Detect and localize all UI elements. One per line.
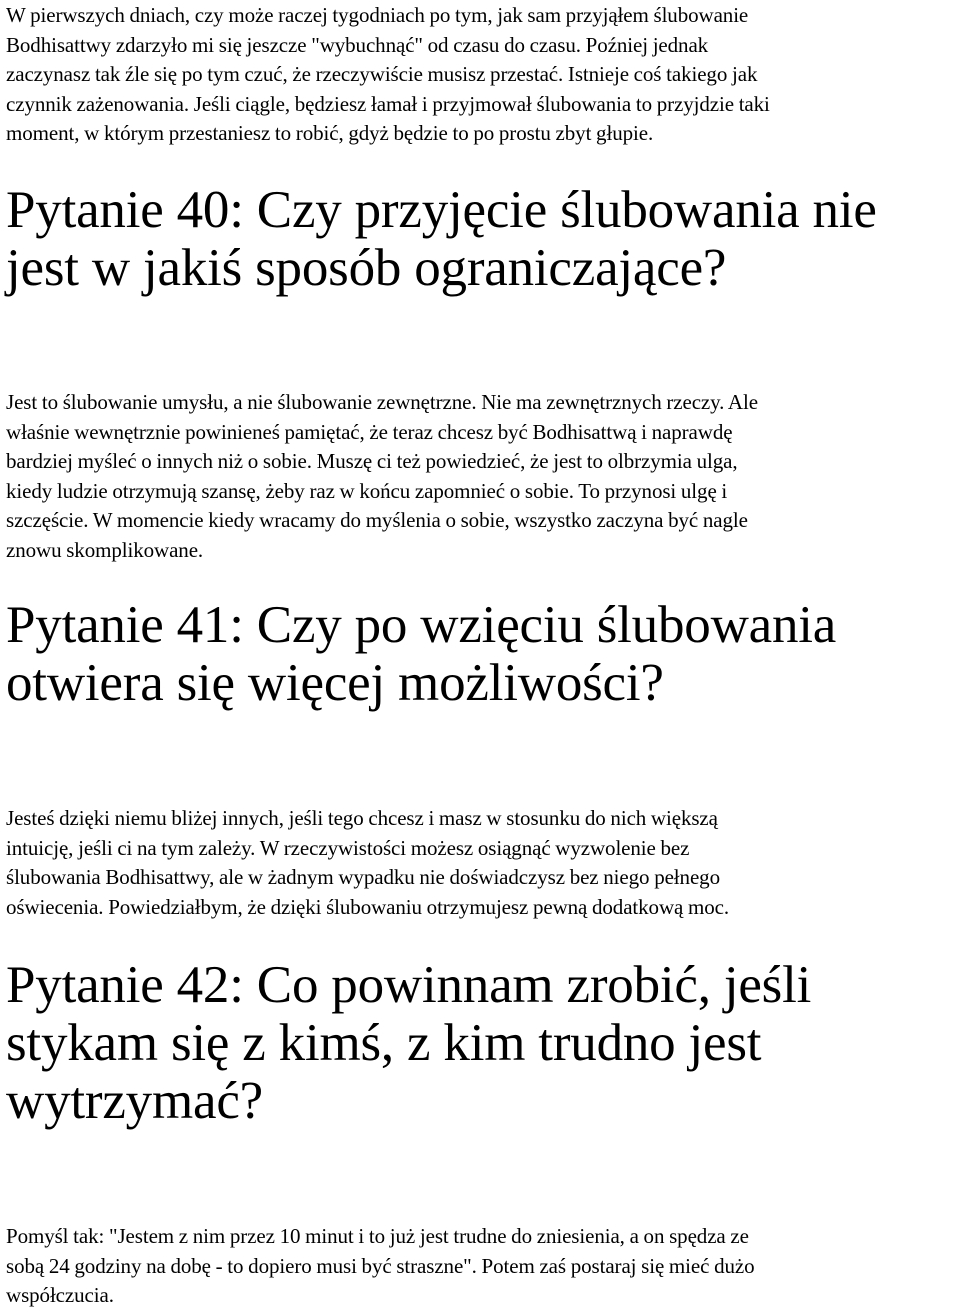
- text-line: Jest to ślubowanie umysłu, a nie ślubowanie zewnętrzne. Nie ma zewnętrznych rzeczy. Ale: [6, 390, 758, 414]
- heading-question-42: [6, 956, 958, 1130]
- paragraph-answer-41: [6, 804, 958, 922]
- paragraph-answer-40: [6, 388, 958, 566]
- heading-line: Pytanie 42: Co powinnam zrobić, jeśli: [6, 956, 812, 1014]
- text-line: oświecenia. Powiedziałbym, że dzięki ślubowaniu otrzymujesz pewną dodatkową moc.: [6, 894, 730, 919]
- heading-line: stykam się z kimś, z kim trudno jest: [6, 1014, 762, 1072]
- text-line: zaczynasz tak źle się po tym czuć, że rzeczywiście musisz przestać. Istnieje coś takiego jak: [6, 62, 758, 87]
- paragraph-answer-42: [6, 1222, 958, 1311]
- text-line: czynnik zażenowania. Jeśli ciągle, będziesz łamał i przyjmował ślubowania to przyjdzie taki: [6, 91, 770, 116]
- text-line: Jesteś dzięki niemu bliżej innych, jeśli tego chcesz i masz w stosunku do nich większą: [6, 806, 718, 830]
- heading-question-41: [6, 596, 958, 712]
- text-line: intuicję, jeśli ci na tym zależy. W rzeczywistości możesz osiągnąć wyzwolenie bez: [6, 835, 690, 860]
- heading-line: jest w jakiś sposób ograniczające?: [6, 239, 727, 297]
- heading-line: Pytanie 41: Czy po wzięciu ślubowania: [6, 596, 837, 654]
- heading-line: Pytanie 40: Czy przyjęcie ślubowania nie: [6, 181, 877, 239]
- text-line: ślubowania Bodhisattwy, ale w żadnym wypadku nie doświadczysz bez niego pełnego: [6, 865, 720, 890]
- heading-line: otwiera się więcej możliwości?: [6, 654, 664, 712]
- text-line: Pomyśl tak: "Jestem z nim przez 10 minut i to już jest trudne do zniesienia, a on spędza ze: [6, 1224, 749, 1248]
- text-line: szczęście. W momencie kiedy wracamy do myślenia o sobie, wszystko zaczyna być nagle: [6, 508, 748, 533]
- text-line: właśnie wewnętrznie powinieneś pamiętać, że teraz chcesz być Bodhisattwą i naprawdę: [6, 419, 733, 444]
- text-line: bardziej myśleć o innych niż o sobie. Muszę ci też powiedzieć, że jest to olbrzymia ulga,: [6, 449, 738, 474]
- paragraph-intro: [6, 1, 958, 149]
- heading-question-40: [6, 181, 958, 297]
- text-line: moment, w którym przestaniesz to robić, gdyż będzie to po prostu zbyt głupie.: [6, 121, 654, 146]
- text-line: Bodhisattwy zdarzyło mi się jeszcze "wybuchnąć" od czasu do czasu. Poźniej jednak: [6, 32, 709, 57]
- text-line: współczucia.: [6, 1283, 114, 1308]
- text-line: W pierwszych dniach, czy może raczej tygodniach po tym, jak sam przyjąłem ślubowanie: [6, 3, 749, 27]
- text-line: sobą 24 godziny na dobę - to dopiero musi być straszne". Potem zaś postaraj się mieć dużo: [6, 1253, 755, 1278]
- text-line: kiedy ludzie otrzymują szansę, żeby raz w końcu zapomnieć o sobie. To przynosi ulgę i: [6, 478, 728, 503]
- text-line: znowu skomplikowane.: [6, 537, 204, 562]
- heading-line: wytrzymać?: [6, 1072, 263, 1130]
